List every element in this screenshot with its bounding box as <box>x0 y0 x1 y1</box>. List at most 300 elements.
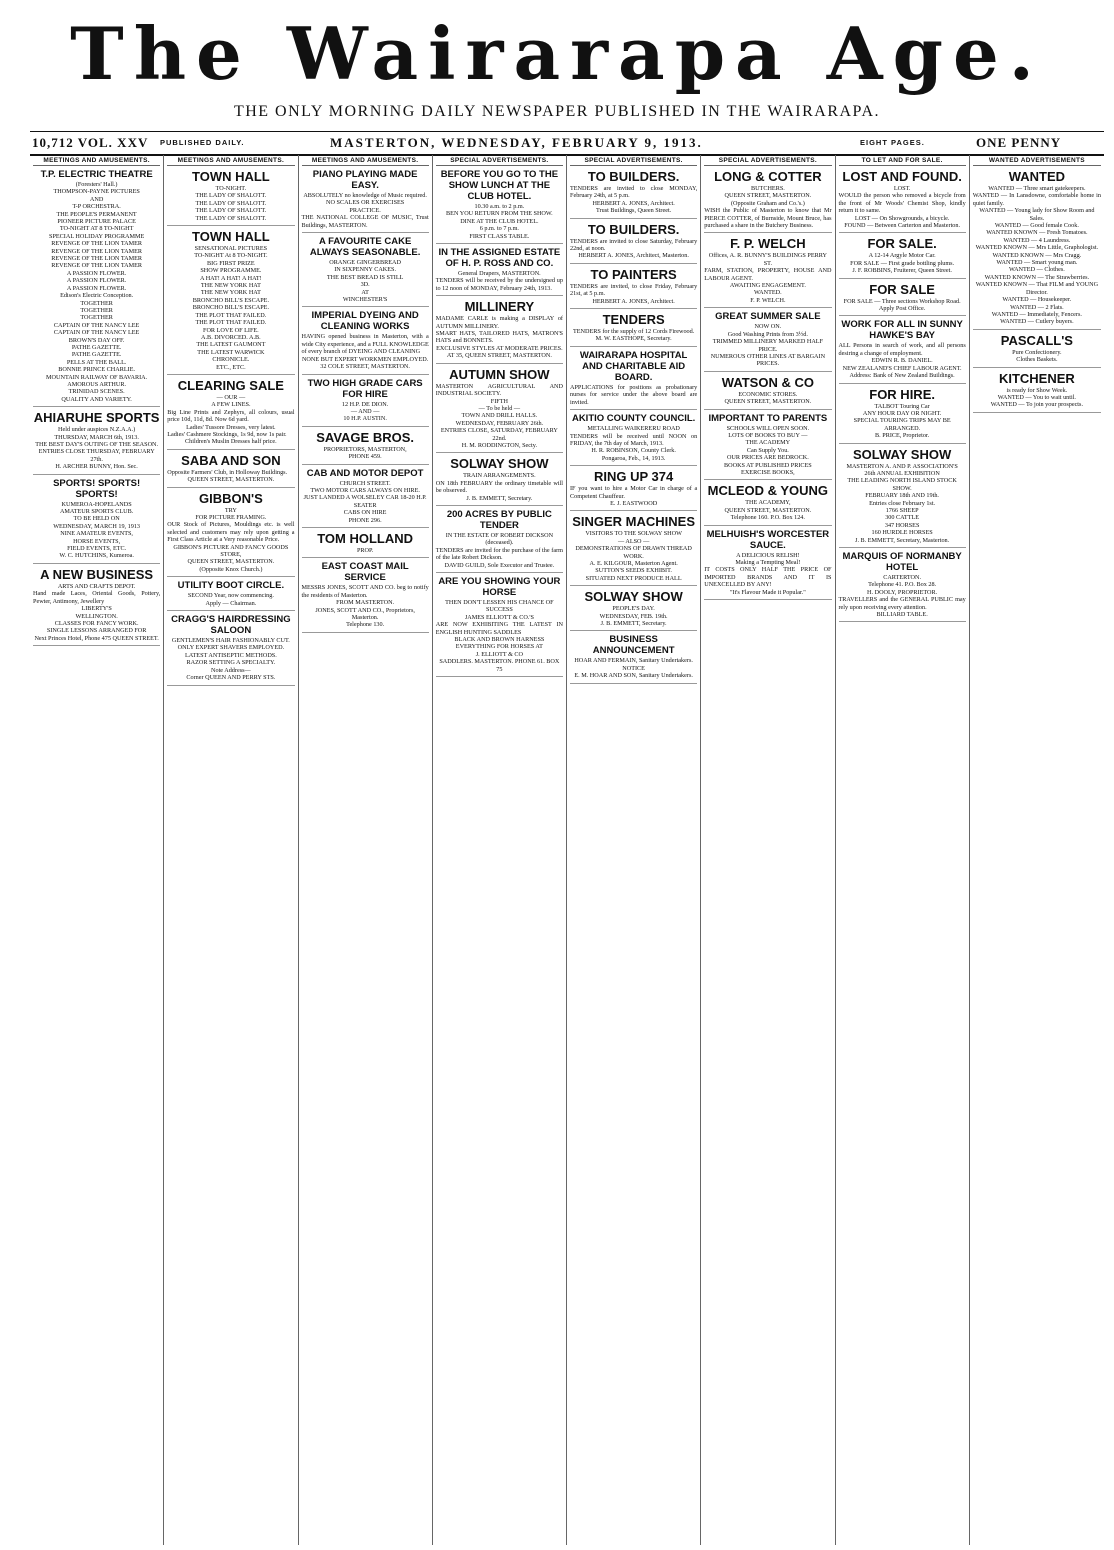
advertisement-line: GENTLEMEN'S HAIR FASHIONABLY CUT. <box>171 637 290 645</box>
advertisement-line: QUALITY AND VARIETY. <box>61 395 132 403</box>
advertisement-heading: GIBBON'S <box>198 490 263 506</box>
advertisement-line: M. W. EASTHOPE, Secretary. <box>595 335 672 343</box>
advertisement-columns <box>30 155 1104 1545</box>
advertisement <box>33 169 160 407</box>
advertisement-line: BEN YOU RETURN FROM THE SHOW. <box>446 210 553 218</box>
advertisement-heading: CLEARING SALE <box>177 377 284 393</box>
column-5 <box>567 155 701 1545</box>
advertisement-line: AMATEUR SPORTS CLUB. <box>59 508 134 516</box>
advertisement-line: 26th ANNUAL EXHIBITION <box>864 469 940 477</box>
advertisement-line: FEBRUARY 18th AND 19th. <box>865 492 939 500</box>
advertisement-heading: IMPERIAL DYEING AND CLEANING WORKS <box>311 310 419 333</box>
advertisement-line: SPECIAL TOURING TRIPS MAY BE ARRANGED. <box>853 417 951 432</box>
advertisement-line: WANTED — 2 Flats. <box>1010 303 1064 311</box>
advertisement-line: THE LATEST GAUMONT <box>196 341 266 349</box>
advertisement-heading: BEFORE YOU GO TO THE SHOW LUNCH AT THE CLUB HOTEL. <box>440 169 559 202</box>
advertisement-line: WANTED — Cutlery buyers. <box>1000 318 1074 326</box>
advertisement-line: THE ACADEMY <box>745 439 791 447</box>
advertisement-line: Big Line Prints and Zephyrs, all colours, usual price 10d, 11d, 8d. Now 6d yard. <box>167 408 295 424</box>
advertisement <box>839 387 966 444</box>
advertisement-line: Telephone 160. P.O. Box 124. <box>730 514 805 522</box>
advertisement <box>704 236 831 308</box>
column-header: MEETINGS AND AMUSEMENTS. <box>167 155 294 166</box>
advertisement-line: THE LADY OF SHALOTT. <box>195 192 267 200</box>
advertisement-line: TOGETHER <box>80 306 113 314</box>
advertisement-line: ON 18th FEBRUARY the ordinary timetable will be observed. <box>435 479 563 495</box>
advertisement-heading: T.P. ELECTRIC THEATRE <box>40 169 153 180</box>
advertisement-heading: SOLWAY SHOW <box>853 446 952 462</box>
advertisement-heading: FOR SALE. <box>867 236 937 252</box>
advertisement-line: FIFTH <box>490 397 508 405</box>
advertisement-heading: MCLEOD & YOUNG <box>707 483 829 499</box>
advertisement-heading: SPORTS! SPORTS! SPORTS! <box>53 477 141 500</box>
advertisement-line: WANTED — Smart young man. <box>996 259 1078 267</box>
advertisement-line: WANTED KNOWN — The Strawberries. <box>984 273 1090 281</box>
advertisement-line: IN THE ESTATE OF ROBERT DICKSON (deceased). <box>445 531 554 547</box>
advertisement-heading: UTILITY BOOT CIRCLE. <box>177 580 285 592</box>
advertisement-heading: CRAGG'S HAIRDRESSING SALOON <box>171 614 291 637</box>
advertisement-line: PROPRIETORS, MASTERTON, <box>323 445 407 453</box>
advertisement-line: SINGLE LESSONS ARRANGED FOR <box>46 627 147 635</box>
advertisement-line: Ladies' Tussore Dresses, very latest. <box>186 423 276 431</box>
advertisement-line: TOGETHER <box>80 314 113 322</box>
advertisement-heading: FOR HIRE. <box>869 386 935 402</box>
advertisement-heading: SOLWAY SHOW <box>450 456 549 472</box>
advertisement-heading: IN THE ASSIGNED ESTATE OF H. P. ROSS AND CO. <box>438 247 561 270</box>
advertisement-line: Held under auspices N.Z.A.A.) <box>58 426 136 434</box>
advertisement-line: WINCHESTER'S <box>342 296 388 304</box>
advertisement-line: A PASSION FLOWER. <box>66 277 127 285</box>
advertisement-heading: MELHUISH'S WORCESTER SAUCE. <box>706 528 830 551</box>
advertisement <box>167 453 294 488</box>
advertisement-heading: TO PAINTERS <box>590 266 677 282</box>
advertisement-line: IF you want to hire a Motor Car in charge of a Competent Chauffeur. <box>570 485 698 500</box>
advertisement-heading: GREAT SUMMER SALE <box>715 311 821 323</box>
advertisement-line: AND <box>89 195 104 203</box>
advertisement-heading: PIANO PLAYING MADE EASY. <box>312 169 418 191</box>
advertisement-line: QUEEN STREET, MASTERTON. <box>724 398 812 406</box>
advertisement-line: T-P ORCHESTRA. <box>72 203 121 211</box>
advertisement-line: FOR PICTURE FRAMING. <box>195 514 267 521</box>
advertisement-line: Apply — Chairman. <box>205 599 257 607</box>
advertisement-line: H. M. RODDINGTON, Secty. <box>461 441 538 449</box>
advertisement-line: PELLS AT THE BALL. <box>66 358 127 366</box>
advertisement-line: General Drapers, MASTERTON. <box>458 270 541 278</box>
advertisement-line: A FEW LINES. <box>211 401 251 409</box>
advertisement <box>570 267 697 309</box>
advertisement-line: AT <box>361 288 369 296</box>
advertisement-heading: WAIRARAPA HOSPITAL AND CHARITABLE AID BOARD. <box>579 349 688 383</box>
advertisement <box>302 236 429 307</box>
advertisement-line: Making a Tempting Meal! <box>735 559 801 566</box>
advertisement-line: J. ELLIOTT & CO <box>475 650 524 658</box>
page-count: EIGHT PAGES. <box>860 138 925 147</box>
advertisement-line: Pure Confectionery. <box>1012 348 1062 356</box>
advertisement-line: THE ACADEMY, <box>745 499 791 507</box>
advertisement-heading: SAVAGE BROS. <box>316 429 414 445</box>
advertisement-line: PEOPLE'S DAY. <box>612 605 655 613</box>
advertisement-line: WELLINGTON. <box>75 612 118 620</box>
advertisement-line: THE PLOT THAT FAILED. <box>195 311 267 319</box>
advertisement <box>704 483 831 525</box>
advertisement-heading: AHIARUHE SPORTS <box>33 410 160 426</box>
advertisement-line: JUST LANDED A WOLSELEY CAR 18-20 H.P. SEATER <box>303 494 427 509</box>
advertisement-line: NOW ON. <box>754 323 782 331</box>
advertisement-heading: MARQUIS OF NORMANBY HOTEL <box>842 551 962 573</box>
advertisement-line: TWO MOTOR CARS ALWAYS ON HIRE. <box>310 486 420 494</box>
advertisement <box>436 247 563 296</box>
advertisement-heading: A NEW BUSINESS <box>40 566 154 582</box>
advertisement-line: J. F. ROBBINS, Fruiterer, Queen Street. <box>852 267 952 275</box>
column-header: MEETINGS AND AMUSEMENTS. <box>302 155 429 166</box>
advertisement-line: TENDERS for the supply of 12 Cords Firewood. <box>572 328 695 336</box>
advertisement <box>570 469 697 511</box>
place-date: MASTERTON, WEDNESDAY, FEBRUARY 9, 1913. <box>330 135 703 150</box>
advertisement-heading: 200 ACRES BY PUBLIC TENDER <box>446 508 552 531</box>
advertisement-line: WEDNESDAY, FEBRUARY 26th. <box>455 419 544 427</box>
advertisement-line: METALLING WAIKERERU ROAD <box>587 425 680 433</box>
advertisement-line: WANTED. <box>754 289 782 297</box>
advertisement <box>167 229 294 375</box>
advertisement-line: IT COSTS ONLY HALF THE PRICE OF IMPORTED BRANDS AND IT IS UNEXCELLED BY ANY! <box>704 566 832 589</box>
advertisement-line: EXERCISE BOOKS, <box>741 468 795 476</box>
advertisement-heading: AKITIO COUNTY COUNCIL. <box>571 413 696 425</box>
advertisement-line: EDWIN R. B. DANIEL. <box>871 357 933 365</box>
advertisement-line: WANTED KNOWN — That FILM and YOUNG Director. <box>975 281 1099 296</box>
advertisement <box>436 367 563 454</box>
advertisement-line: ENTRIES CLOSE THURSDAY, FEBRUARY 27th. <box>38 448 155 463</box>
advertisement <box>302 561 429 632</box>
advertisement-line: MOUNTAIN RAILWAY OF BAVARIA. <box>46 373 148 381</box>
column-2 <box>164 155 298 1545</box>
advertisement-line: 6 p.m. to 7 p.m. <box>479 225 519 233</box>
advertisement-line: AT 35, QUEEN STREET, MASTERTON. <box>446 352 552 360</box>
advertisement <box>167 614 294 685</box>
advertisement-line: NUMEROUS OTHER LINES AT BARGAIN PRICES. <box>710 352 826 368</box>
advertisement-line: (Foresters' Hall.) <box>75 181 118 188</box>
advertisement-line: — To be held — <box>478 404 521 412</box>
advertisement-line: TALBOT Touring Car <box>874 402 930 410</box>
advertisement <box>570 312 697 347</box>
advertisement-line: DINE AT THE CLUB HOTEL. <box>460 217 539 225</box>
advertisement-line: PATHE GAZETTE. <box>71 343 122 351</box>
advertisement-line: HORSE EVENTS, <box>73 537 121 545</box>
advertisement-line: PRACTICE. <box>349 206 381 214</box>
advertisement-line: FROM MASTERTON. <box>336 599 395 607</box>
advertisement-line: A PASSION FLOWER. <box>66 284 127 292</box>
advertisement-line: THE NATIONAL COLLEGE OF MUSIC, Trust Buildings, MASTERTON. <box>301 214 429 229</box>
advertisement-line: Children's Muslin Dresses half price. <box>185 438 277 446</box>
advertisement-line: NO SCALES OR EXERCISES <box>326 199 405 207</box>
advertisement <box>302 531 429 558</box>
advertisement <box>302 430 429 465</box>
column-header: TO LET AND FOR SALE. <box>839 155 966 166</box>
advertisement <box>570 634 697 683</box>
advertisement-line: FIRST CLASS TABLE. <box>469 232 530 240</box>
advertisement-line: TENDERS are invited, to close Friday, February 21st, at 5 p.m. <box>570 282 698 298</box>
advertisement-line: WANTED KNOWN — Mrs Little, Graphologist. <box>975 244 1099 252</box>
advertisement-line: WANTED — To join your prospects. <box>990 401 1083 409</box>
advertisement-line: Address: Bank of New Zealand Buildings. <box>849 372 955 380</box>
advertisement-line: NONE BUT EXPERT WORKMEN EMPLOYED. <box>301 355 429 363</box>
advertisement-line: TRIMMED MILLINERY MARKED HALF PRICE. <box>712 338 824 353</box>
column-1 <box>30 155 164 1545</box>
advertisement-heading: TENDERS <box>602 312 665 328</box>
advertisement <box>704 413 831 481</box>
column-header: WANTED ADVERTISEMENTS <box>973 155 1101 166</box>
advertisement-line: TENDERS will be received until NOON on FRIDAY, the 7th day of March, 1913. <box>570 432 698 447</box>
advertisement <box>570 514 697 586</box>
advertisement-line: THE BEST BREAD IS STILL <box>326 273 404 281</box>
advertisement-line: FOR SALE — Three sections Workshop Road. <box>843 297 961 305</box>
advertisement-line: (Opposite Graham and Co.'s.) <box>730 199 805 207</box>
advertisement-line: DEMONSTRATIONS OF DRAWN THREAD WORK. <box>575 545 692 560</box>
advertisement-line: QUEEN STREET, MASTERTON. <box>187 558 275 566</box>
advertisement <box>167 580 294 611</box>
column-6 <box>701 155 835 1545</box>
advertisement-line: 300 CATTLE <box>885 514 920 522</box>
advertisement-heading: LOST AND FOUND. <box>842 169 962 184</box>
advertisement-heading: F. P. WELCH <box>730 236 806 252</box>
advertisement-line: BONNIE PRINCE CHARLIE. <box>58 366 136 374</box>
advertisement-line: THE BEST DAY'S OUTING OF THE SEASON. <box>35 441 159 448</box>
column-7 <box>836 155 970 1545</box>
advertisement-line: ONLY EXPERT SHAVERS EMPLOYED. <box>177 644 285 652</box>
advertisement-line: CAPTAIN OF THE NANCY LEE <box>53 321 140 329</box>
issue-number: 10,712 VOL. XXV <box>32 135 149 150</box>
advertisement-line: A DELICIOUS RELISH! <box>736 551 800 559</box>
advertisement-line: BUTCHERS. <box>750 185 785 192</box>
advertisement-line: TRAIN ARRANGEMENTS. <box>463 472 536 480</box>
advertisement <box>839 551 966 622</box>
advertisement-line: BILLIARD TABLE. <box>876 611 928 619</box>
advertisement-line: ARTS AND CRAFTS DEPOT. <box>57 582 136 590</box>
advertisement-line: — ALSO — <box>617 537 650 545</box>
advertisement-line: BLACK AND BROWN HARNESS <box>454 636 545 644</box>
advertisement-line: TENDERS will be received by the undersigned up to 12 noon of MONDAY, February 24th, 1913. <box>435 277 563 292</box>
advertisement-line: LATEST ANTISEPTIC METHODS. <box>184 651 277 659</box>
advertisement <box>33 478 160 564</box>
advertisement-line: J. B. EMMETT, Secretary, Masterton. <box>855 536 950 544</box>
advertisement-line: WANTED KNOWN — Mrs Cragg. <box>992 251 1082 259</box>
advertisement-line: TO-NIGHT AT 8 TO-NIGHT <box>59 225 134 233</box>
advertisement-line: CARTERTON. <box>883 574 922 581</box>
advertisement-line: ANY HOUR DAY OR NIGHT. <box>862 409 942 417</box>
advertisement-line: NOTICE <box>622 664 645 672</box>
advertisement-line: Pongaroa, Feb., 14, 1913. <box>601 454 666 462</box>
advertisement-line: HOAR AND FERMAIN, Sanitary Undertakers. <box>574 657 693 665</box>
advertisement-line: — OUR — <box>216 393 246 401</box>
advertisement <box>436 169 563 244</box>
column-header: MEETINGS AND AMUSEMENTS. <box>33 155 160 166</box>
advertisement-heading: TOWN HALL <box>192 229 270 245</box>
advertisement <box>302 378 429 427</box>
advertisement-line: 10.30 a.m. to 2 p.m. <box>474 203 525 210</box>
advertisement-line: WANTED — Three smart gatekeepers. <box>988 185 1086 192</box>
advertisement-line: SHOW PROGRAMME. <box>200 267 262 275</box>
advertisement-line: REVENGE OF THE LION TAMER <box>51 262 142 270</box>
advertisement-line: MESSRS JONES, SCOTT AND CO. beg to notify the residents of Masterton. <box>301 584 429 599</box>
advertisement-line: AMOROUS ARTHUR. <box>67 380 126 388</box>
advertisement-line: TRINIDAD SCENES. <box>68 388 125 396</box>
advertisement-heading: TWO HIGH GRADE CARS FOR HIRE <box>307 377 423 400</box>
advertisement-heading: SINGER MACHINES <box>572 514 696 530</box>
advertisement-heading: TOM HOLLAND <box>317 530 414 546</box>
advertisement-line: SUTTON'S SEEDS EXHIBIT. <box>595 567 672 575</box>
advertisement-line: H. R. ROBINSON, County Clerk. <box>591 447 676 455</box>
advertisement-line: NINE AMATEUR EVENTS, <box>60 530 133 538</box>
advertisement-line: KUMEROA-HOPELANDS <box>61 500 132 508</box>
column-header: SPECIAL ADVERTISEMENTS. <box>436 155 563 166</box>
advertisement-heading: CAB AND MOTOR DEPOT <box>306 467 424 479</box>
advertisement-line: 347 HORSES <box>884 521 920 529</box>
advertisement-line: Next Princes Hotel, Phone 475 QUEEN STREET. <box>34 634 159 642</box>
advertisement-line: Trust Buildings, Queen Street. <box>596 207 672 215</box>
column-3 <box>299 155 433 1545</box>
advertisement-line: OUR Stock of Pictures, Mouldings etc. is well selected and customers may rely upon getting a First Class Article at a Very reasonable Price. <box>167 521 295 544</box>
advertisement-heading: TO BUILDERS. <box>587 169 680 184</box>
advertisement-line: GIBBON'S PICTURE AND FANCY GOODS STORE, <box>173 543 289 559</box>
advertisement-line: ECONOMIC STORES. <box>738 390 798 398</box>
advertisement-line: Corner QUEEN AND PERRY STS. <box>186 674 276 682</box>
advertisement-line: ORANGE GINGERBREAD <box>329 259 401 267</box>
advertisement-heading: MILLINERY <box>464 299 535 315</box>
advertisement-line: MASTERTON AGRICULTURAL AND INDUSTRIAL SOCIETY. <box>435 382 563 398</box>
advertisement-line: ARE NOW EXHIBITING THE LATEST IN ENGLISH HUNTING SADDLES <box>435 621 563 636</box>
advertisement-line: B. PRICE, Proprietor. <box>875 432 930 440</box>
advertisement-line: QUEEN STREET, MASTERTON. <box>724 192 812 200</box>
advertisement-line: RAZOR SETTING A SPECIALTY. <box>186 659 276 667</box>
advertisement-line: BOOKS AT PUBLISHED PRICES <box>724 461 812 469</box>
advertisement-line: TRAVELLERS and the GENERAL PUBLIC may rely upon receiving every attention. <box>838 596 966 611</box>
advertisement-line: CLASSES FOR FANCY WORK. <box>54 619 139 627</box>
advertisement-line: TOWN AND DRILL HALLS. <box>461 412 538 420</box>
column-header: SPECIAL ADVERTISEMENTS. <box>704 155 831 166</box>
advertisement-heading: WATSON & CO <box>721 374 814 390</box>
advertisement-line: THE PLOT THAT FAILED. <box>195 319 267 327</box>
advertisement-line: WANTED — Young lady for Show Room and Sales. <box>979 207 1095 222</box>
advertisement-line: Can Supply You. <box>746 446 789 454</box>
advertisement-line: E. J. EASTWOOD <box>610 499 658 507</box>
advertisement-line: Telephone 41. P.O. Box 28. <box>868 581 937 589</box>
advertisement-line: HERBERT A. JONES, Architect, Masterton. <box>578 252 689 260</box>
dateline <box>30 131 1104 156</box>
advertisement-line: PIONEER PICTURE PALACE <box>57 218 136 226</box>
advertisement-line: TRY <box>224 506 237 514</box>
advertisement <box>704 529 831 600</box>
advertisement <box>704 375 831 410</box>
advertisement-line: TENDERS are invited for the purchase of the farm of the late Robert Dickson. <box>435 546 563 562</box>
advertisement-line: EXCLUSIVE STYLES AT MODERATE PRICES. <box>436 344 563 352</box>
advertisement <box>33 567 160 646</box>
advertisement-line: REVENGE OF THE LION TAMER <box>51 240 142 248</box>
advertisement-heading: ARE YOU SHOWING YOUR HORSE <box>438 576 561 598</box>
advertisement <box>570 589 697 631</box>
advertisement-heading: AUTUMN SHOW <box>449 366 550 382</box>
advertisement-line: A HAT! A HAT! A HAT! <box>200 274 262 282</box>
advertisement-line: THE PEOPLE'S PERMANENT <box>56 210 137 218</box>
advertisement-line: PATHE GAZETTE. <box>71 351 122 359</box>
advertisement-line: MASTERTON A. AND P. ASSOCIATION'S <box>846 462 958 470</box>
advertisement-line: ETC., ETC. <box>216 363 246 371</box>
advertisement-line: BRONCHO BILL'S ESCAPE. <box>192 296 269 304</box>
advertisement-line: CABS ON HIRE <box>343 509 387 517</box>
advertisement-line: 160 HURDLE HORSES <box>871 529 933 537</box>
advertisement-line: THURSDAY, MARCH 6th, 1913. <box>54 433 139 441</box>
advertisement <box>33 410 160 474</box>
advertisement-line: WANTED — You to wait until. <box>997 393 1076 401</box>
advertisement <box>167 169 294 226</box>
advertisement-line: WEDNESDAY, FEB. 19th. <box>599 612 668 620</box>
masthead-title: The Wairarapa Age. <box>70 11 1044 96</box>
advertisement-line: IN SIXPENNY CAKES. <box>334 266 397 274</box>
advertisement-line: LOTS OF BOOKS TO BUY — <box>728 431 808 439</box>
advertisement-line: THE LADY OF SHALOTT. <box>195 199 267 207</box>
advertisement-line: TOGETHER <box>80 299 113 307</box>
advertisement-line: JONES, SCOTT AND CO., Proprietors, Masterton. <box>315 606 415 621</box>
advertisement <box>839 236 966 278</box>
advertisement-line: H. ARCHER BUNNY, Hon. Sec. <box>55 463 138 471</box>
advertisement-line: LOST. <box>893 185 911 192</box>
advertisement-line: J. B. EMMETT, Secretary. <box>600 620 667 627</box>
advertisement-line: CAPTAIN OF THE NANCY LEE <box>53 329 140 337</box>
advertisement-line: 12 H.P. DE DION. <box>341 400 389 408</box>
advertisement-line: BRONCHO BILL'S ESCAPE. <box>192 304 269 312</box>
advertisement-line: FARM, STATION, PROPERTY, HOUSE AND LABOUR AGENT. <box>704 267 832 282</box>
advertisement <box>839 282 966 317</box>
advertisement-line: WANTED — Immediately, Fencers. <box>991 310 1082 318</box>
advertisement <box>167 378 294 450</box>
advertisement-line: W. C. HUTCHINS, Kumeroa. <box>59 552 134 560</box>
advertisement-line: ALL Persons in search of work, and all persons desiring a change of employment. <box>838 342 966 357</box>
advertisement-line: is ready for Show Week. <box>1006 386 1068 394</box>
advertisement-line: JAMES ELLIOTT & CO.'S <box>464 613 534 621</box>
advertisement <box>436 299 563 363</box>
masthead-subtitle: THE ONLY MORNING DAILY NEWSPAPER PUBLISHED IN THE WAIRARAPA. <box>233 103 881 120</box>
advertisement-line: SENSATIONAL PICTURES <box>194 245 268 253</box>
advertisement-heading: IMPORTANT TO PARENTS <box>708 412 828 424</box>
advertisement-line: WEDNESDAY, MARCH 19, 1913 <box>53 522 141 530</box>
advertisement-line: DAVID GUILD, Sole Executor and Trustee. <box>444 561 555 569</box>
advertisement-line: QUEEN STREET, MASTERTON. <box>724 506 812 514</box>
advertisement <box>302 310 429 374</box>
advertisement-line: THE NEW YORK HAT <box>200 282 261 290</box>
advertisement-line: A.B. DIVORCED. A.B. <box>201 333 261 341</box>
advertisement-line: WANTED — 4 Laundress. <box>1003 236 1071 244</box>
advertisement-line: REVENGE OF THE LION TAMER <box>51 247 142 255</box>
advertisement-line: SCHOOLS WILL OPEN SOON. <box>726 424 810 432</box>
advertisement-line: SMART HATS, TAILORED HATS, MATRON'S HATS and BONNETS. <box>435 330 563 345</box>
advertisement-heading: SOLWAY SHOW <box>584 589 683 605</box>
advertisement-line: WANTED — In Lansdowne, comfortable home in quiet family. <box>972 192 1101 207</box>
advertisement-line: J. B. EMMETT, Secretary. <box>466 494 533 502</box>
advertisement-line: TENDERS are invited to close MONDAY, February 24th, at 5 p.m. <box>570 185 698 200</box>
advertisement <box>973 371 1101 413</box>
advertisement-line: Entries close February 1st. <box>869 499 936 507</box>
advertisement-line: Clothes Baskets. <box>1016 356 1058 364</box>
advertisement-heading: PASCALL'S <box>1000 332 1073 348</box>
advertisement-line: REVENGE OF THE LION TAMER <box>51 255 142 263</box>
advertisement-line: FOR LOVE OF LIFE. <box>203 326 259 334</box>
advertisement <box>704 311 831 371</box>
advertisement-line: TO-NIGHT At 8 TO-NIGHT. <box>194 252 268 260</box>
advertisement-line: SITUATED NEXT PRODUCE HALL <box>585 574 682 582</box>
advertisement-line: (Opposite Knox Church.) <box>199 565 263 573</box>
advertisement-line: MADAME CARLE is making a DISPLAY of AUTUMN MILLINERY. <box>435 315 563 330</box>
advertisement <box>839 319 966 383</box>
advertisement-line: TO BE HELD ON <box>73 515 120 523</box>
advertisement-line: THEN DON'T LESSEN HIS CHANCE OF SUCCESS <box>445 599 554 614</box>
